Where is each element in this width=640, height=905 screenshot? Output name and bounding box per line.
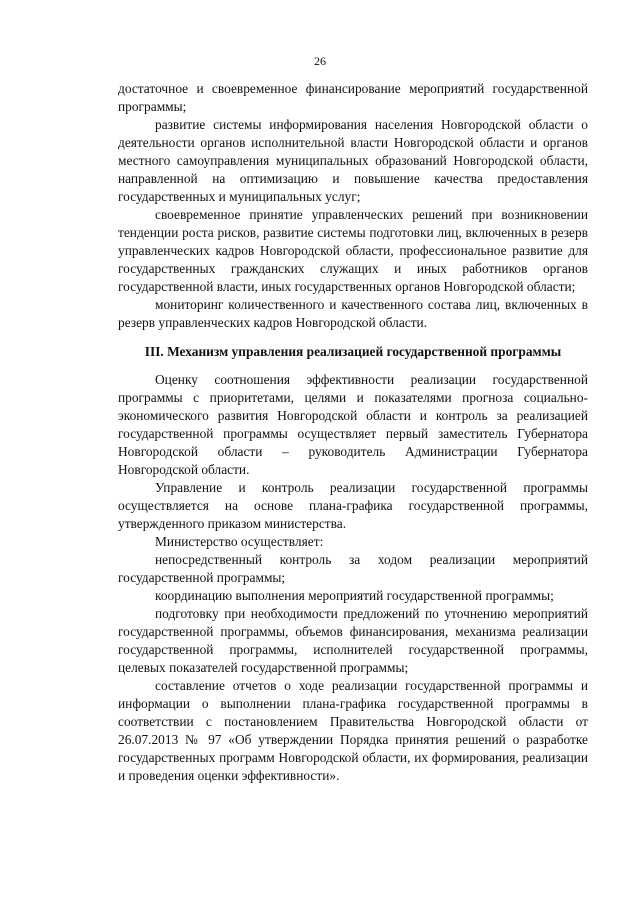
section-heading: III. Механизм управления реализацией государственной программы [144,344,562,359]
page-number: 26 [314,54,326,68]
paragraph: развитие системы информирования населения Новгородской области о деятельности органов исполнительной власти Новгородской области и органов местного самоуправления муниципальных образований Новгородской области, направленной на оптимизацию и повышение качества предоставления государственных и муниципальных услуг; [118,117,588,204]
paragraph: достаточное и своевременное финансирование мероприятий государственной программы; [118,81,588,114]
paragraph: Управление и контроль реализации государственной программы осуществляется на основе плана-графика государственной программы, утвержденного приказом министерства. [118,480,588,531]
paragraph: составление отчетов о ходе реализации государственной программы и информации о выполнении плана-графика государственной программы в соответствии с постановлением Правительства Новгородской области от 26.07.2013 № 97 «Об утверждении Порядка принятия решений о разработке государственных программ Новгородской области, их формирования, реализации и проведения оценки эффективности». [118,678,588,783]
paragraph: Оценку соотношения эффективности реализации государственной программы с приоритетами, целями и показателями прогноза социально-экономического развития Новгородской области и контроль за реализацией государственной программы осуществляет первый заместитель Губернатора Новгородской области – руководитель Администрации Губернатора Новгородской области. [118,372,588,477]
paragraph: непосредственный контроль за ходом реализации мероприятий государственной программы; [118,552,588,585]
paragraph: координацию выполнения мероприятий государственной программы; [155,588,554,603]
paragraph: Министерство осуществляет: [155,534,324,549]
paragraph: подготовку при необходимости предложений по уточнению мероприятий государственной программы, объемов финансирования, механизма реализации государственной программы, исполнителей государственной программы, целевых показателей государственной программы; [118,606,588,675]
paragraph: мониторинг количественного и качественного состава лиц, включенных в резерв управленческих кадров Новгородской области. [118,297,588,330]
document-body [118,80,588,785]
paragraph: своевременное принятие управленческих решений при возникновении тенденции роста рисков, развитие системы подготовки лиц, включенных в резерв управленческих кадров Новгородской области, профессиональное развитие для государственных гражданских служащих и иных работников органов государственной власти, иных государственных органов Новгородской области; [118,207,588,294]
